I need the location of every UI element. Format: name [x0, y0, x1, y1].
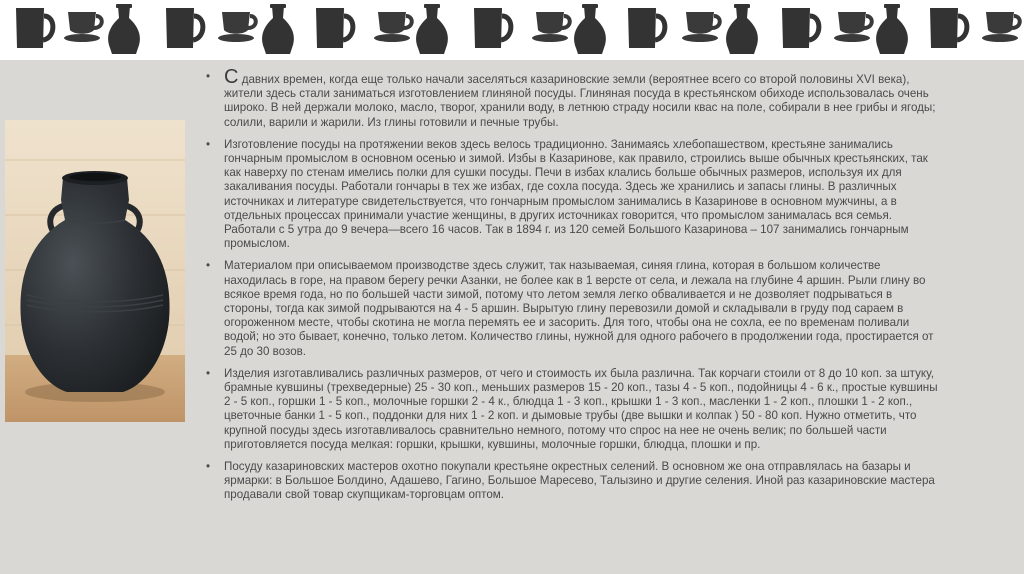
mug-icon: [930, 8, 967, 48]
bullet-icon: •: [206, 460, 211, 474]
cup-icon: [64, 12, 102, 42]
paragraph-2-text: Изготовление посуды на протяжении веков здесь велось традиционно. Занимаясь хлебопашеством, крестьяне занимались гончарным промыслом в основном осенью и зимой. Избы в Казаринове, как правило, строились выше обычных крестьянских, так как наверху по стенам имелись полки для сушки посуды. Печи в избах клались больше обычных размеров, используя их для закаливания посуды. Работали гончары в тех же избах, где сохла посуда. Здесь же хранились и запасы глины. В различных источниках и литературе свидетельствуется, что гончарным промыслом занимались в Казаринове в основном мужчины, а в отдельных процессах принимали участие женщины, в других источниках говорится, что промыслом занималась вся семья. Работали с 5 утра до 9 вечера—всего 16 часов. Так в 1894 г. из 120 семей Большого Казаринова – 107 занимались гончарным промыслом.: [224, 137, 928, 251]
vase-icon: [574, 4, 606, 54]
pottery-banner: [0, 0, 1024, 60]
vase-icon: [262, 4, 294, 54]
cup-icon: [834, 12, 872, 42]
vase-icon: [108, 4, 140, 54]
vase-icon: [876, 4, 908, 54]
cup-icon: [374, 12, 412, 42]
cup-icon: [532, 12, 570, 42]
paragraph-3: [201, 259, 941, 358]
paragraph-5-text: Посуду казариновских мастеров охотно покупали крестьяне окрестных селений. В основном же она отправлялась на базары и ярмарки: в Большое Болдино, Адашево, Гагино, Большое Маресево, Талызино и другие селения. Иной раз казариновские мастера продавали свой товар скупщикам-торговцам оптом.: [224, 460, 935, 502]
paragraph-4-text: Изделия изготавливались различных размеров, от чего и стоимость их была различна. Так корчаги стоили от 8 до 10 коп. за штуку, брамные кувшины (трехведерные) 25 - 30 коп., меньших размеров 15 - 20 коп., тазы 4 - 5 коп., подойницы 4 - 6 к., простые кувшины 2 - 5 коп., горшки 1 - 5 коп., молочные горшки 2 - 4 к., блюдца 1 - 3 коп., крышки 1 - 3 коп., масленки 1 - 2 коп., плошки 1 - 2 коп., цветочные банки 1 - 5 коп., поддонки для них 1 - 2 коп. и дымовые трубы (две вышки и колпак ) 50 - 80 коп. Нужно отметить, что крупной посуды здесь изготавливалось сравнительно немного, потому что спрос на нее не очень велик; по большей части приготовляется посуда мелкая: горшки, крышки, кувшины, молочные горшки, блюдца, плошки и пр.: [224, 366, 938, 451]
bullet-icon: •: [206, 366, 211, 380]
mug-icon: [628, 8, 665, 48]
article-text: [201, 66, 941, 511]
mug-icon: [782, 8, 819, 48]
paragraph-5: [201, 460, 941, 503]
mug-icon: [166, 8, 203, 48]
mug-icon: [474, 8, 511, 48]
bullet-icon: •: [206, 259, 211, 273]
paragraph-3-text: Материалом при описываемом производстве здесь служит, так называемая, синяя глина, которая в большом количестве находилась в горе, на правом берегу речки Азанки, не более как в 1 версте от села, и лежала на глубине 4 аршин. Рыли глину во всякое время года, но по большей части зимой, потому что летом земля легко обваливается и не дозволяет подрываться в стороны, тогда как зимой подрываются на 4 - 5 аршин. Вырытую глину перевозили домой и складывали в груду под сараем в огороженном месте, чтобы скотина не могла перемять ее и засорить. Для того, чтобы она не сохла, ее по временам поливали водой; но это бывает, конечно, только летом. Количество глины, нужной для одного рабочего в продолжении года, простирается от 25 до 30 возов.: [224, 259, 934, 358]
vase-icon: [726, 4, 758, 54]
drop-cap: С: [224, 66, 239, 88]
paragraph-1: [201, 66, 941, 130]
cup-icon: [682, 12, 720, 42]
mug-icon: [16, 8, 53, 48]
bullet-icon: •: [206, 137, 211, 151]
paragraph-2: [201, 138, 941, 252]
jug-photo: [5, 120, 185, 422]
paragraph-4: [201, 367, 941, 452]
pottery-icons: [0, 0, 1024, 60]
paragraph-1-text: давних времен, когда еще только начали заселяться казариновские земли (вероятнее всего со второй половины XVI века), жители здесь стали заниматься изготовлением глиняной посуды. Глиняная посуда в крестьянском обиходе использовалась очень широко. В ней держали молоко, масло, творог, хранили воду, в летнюю страду носили квас на поле, собирали в нее грибы и ягоды; солили, варили и жарили. Из глины готовили и печные трубы.: [224, 73, 936, 129]
cup-icon: [218, 12, 256, 42]
mug-icon: [316, 8, 353, 48]
cup-icon: [982, 12, 1020, 42]
bullet-icon: •: [206, 70, 211, 83]
vase-icon: [416, 4, 448, 54]
